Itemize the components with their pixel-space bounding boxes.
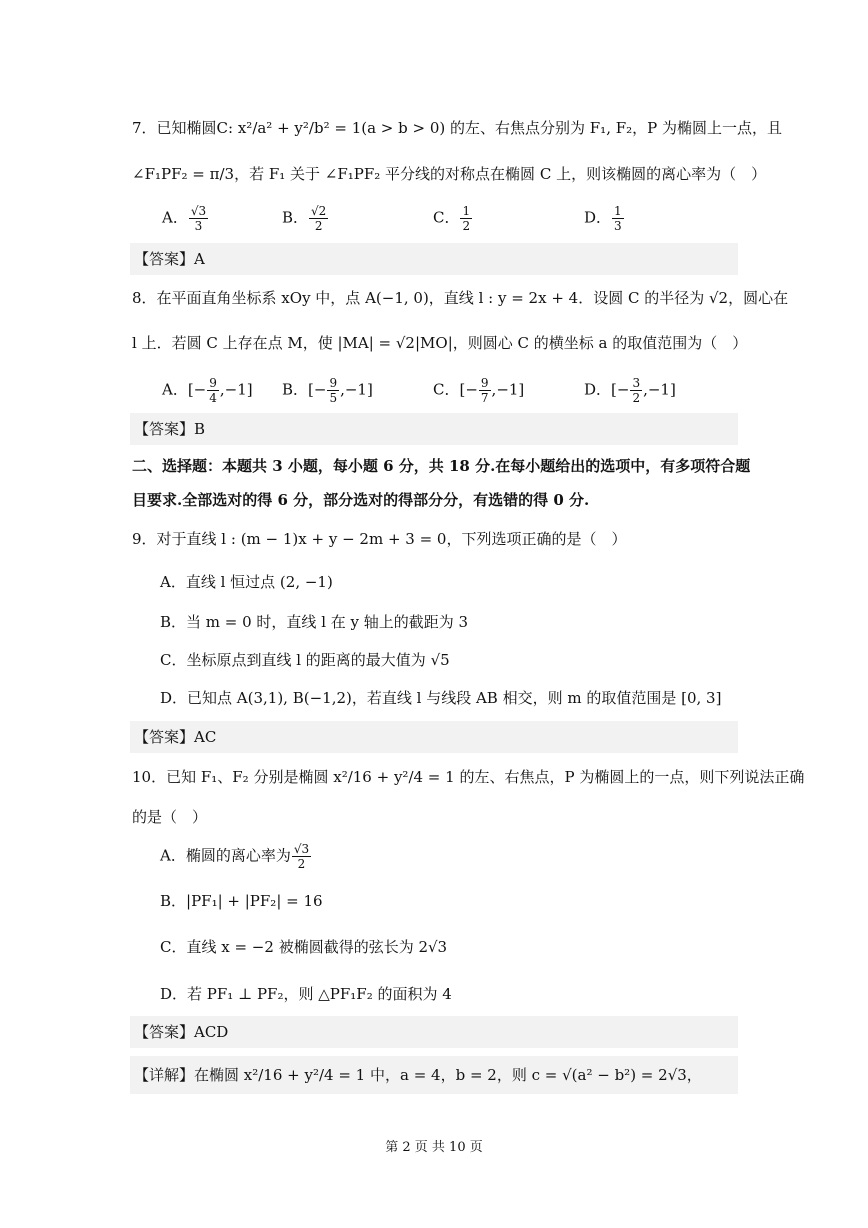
q8-answer: 【答案】B	[130, 413, 738, 445]
option-fraction: $\frac{1}{2}$	[462, 204, 471, 233]
option-fraction: $\frac{1}{3}$	[614, 204, 622, 233]
q9-option-a: A．直线 l 恒过点 (2, −1)	[160, 573, 333, 591]
q10-option-d: D．若 PF₁ ⊥ PF₂，则 △PF₁F₂ 的面积为 4	[160, 985, 452, 1003]
option-fraction: $\frac{√2}{2}$	[311, 204, 327, 233]
option-fraction: $\frac{9}{4}$	[209, 376, 217, 405]
q7-answer: 【答案】A	[130, 243, 738, 275]
option-label: A．[−	[162, 380, 207, 399]
q7-option-b	[282, 204, 329, 233]
section2-line2: 目要求.全部选对的得 6 分，部分选对的得部分分，有选错的得 0 分.	[132, 491, 590, 509]
q10-detail: 【详解】在椭圆 x²/16 + y²/4 = 1 中，a = 4，b = 2，则 c = √(a² − b²) = 2√3，	[130, 1056, 738, 1094]
option-tail: ,−1]	[340, 380, 373, 399]
q8-option-c	[433, 376, 524, 405]
option-tail: ,−1]	[219, 380, 253, 399]
option-label: B．	[282, 208, 309, 227]
q8-stem-line2: l 上．若圆 C 上存在点 M，使 |MA| = √2|MO|，则圆心 C 的横坐标 a 的取值范围为（ ）	[132, 334, 748, 352]
option-fraction: $\frac{√3}{3}$	[190, 204, 207, 233]
q9-option-c: C．坐标原点到直线 l 的距离的最大值为 √5	[160, 651, 450, 669]
q10-answer: 【答案】ACD	[130, 1016, 738, 1048]
q10-option-c: C．直线 x = −2 被椭圆截得的弦长为 2√3	[160, 938, 448, 956]
option-tail: ,−1]	[491, 380, 525, 399]
q7-option-d	[584, 204, 625, 233]
option-fraction: $\frac{3}{2}$	[632, 376, 641, 405]
page-footer: 第 2 页 共 10 页	[385, 1140, 483, 1155]
section2-line1: 二、选择题：本题共 3 小题，每小题 6 分，共 18 分.在每小题给出的选项中，有多项符合题	[132, 457, 751, 475]
option-label: C．[−	[433, 380, 478, 399]
q8-option-d	[584, 376, 676, 405]
option-tail: ,−1]	[643, 380, 676, 399]
q7-stem-line2: ∠F₁PF₂ = π/3，若 F₁ 关于 ∠F₁PF₂ 平分线的对称点在椭圆 C 上，则该椭圆的离心率为（ ）	[132, 165, 767, 183]
q10-stem-line2: 的是（ ）	[132, 808, 208, 826]
q9-option-d: D．已知点 A(3,1), B(−1,2)，若直线 l 与线段 AB 相交，则 m 的取值范围是 [0, 3]	[160, 689, 722, 707]
option-fraction: $\frac{√3}{2}$	[293, 842, 310, 871]
q9-answer: 【答案】AC	[130, 721, 738, 753]
q10-stem-line1: 10．已知 F₁、F₂ 分别是椭圆 x²/16 + y²/4 = 1 的左、右焦点，P 为椭圆上的一点，则下列说法正确	[132, 768, 805, 786]
option-label: A．椭圆的离心率为	[160, 846, 291, 865]
option-label: A．	[162, 208, 188, 227]
option-label: D．[−	[584, 380, 630, 399]
q10-option-a	[160, 842, 312, 871]
q9-option-b: B．当 m = 0 时，直线 l 在 y 轴上的截距为 3	[160, 613, 469, 631]
q10-option-b: B．|PF₁| + |PF₂| = 16	[160, 892, 323, 910]
q8-stem-line1: 8．在平面直角坐标系 xOy 中，点 A(−1, 0)，直线 l : y = 2x + 4．设圆 C 的半径为 √2，圆心在	[132, 289, 789, 307]
option-fraction: $\frac{9}{7}$	[480, 376, 489, 405]
option-label: C．	[433, 208, 460, 227]
q8-option-b	[282, 376, 373, 405]
q7-option-a	[162, 204, 209, 233]
option-fraction: $\frac{9}{5}$	[329, 376, 338, 405]
option-label: B．[−	[282, 380, 327, 399]
q8-option-a	[162, 376, 253, 405]
q9-stem: 9．对于直线 l : (m − 1)x + y − 2m + 3 = 0，下列选项正确的是（ ）	[132, 530, 627, 548]
option-label: D．	[584, 208, 612, 227]
q7-stem-line1: 7．已知椭圆C: x²/a² + y²/b² = 1(a > b > 0) 的左、右焦点分别为 F₁, F₂，P 为椭圆上一点，且	[132, 119, 783, 137]
q7-option-c	[433, 204, 473, 233]
